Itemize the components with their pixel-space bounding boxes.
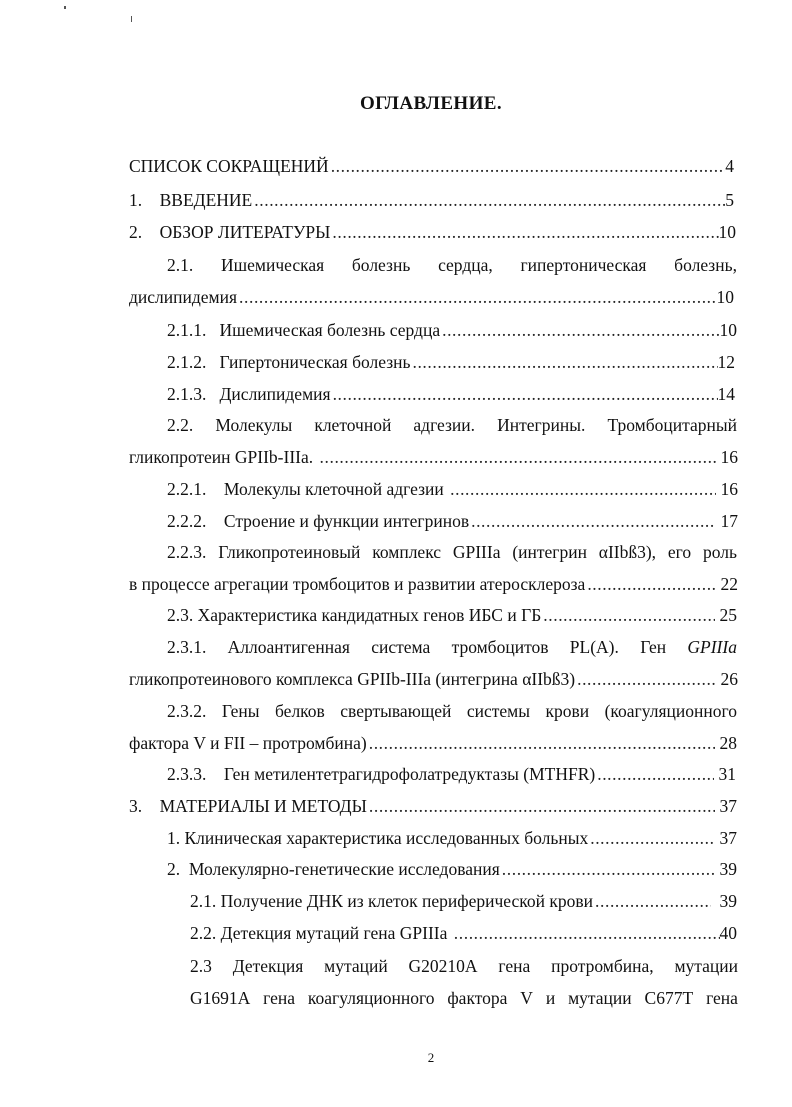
toc-word: комплекс [372, 542, 442, 562]
toc-entry[interactable] [129, 221, 736, 243]
toc-word: Аллоантигенная [227, 637, 350, 657]
toc-page-number: 37 [715, 796, 737, 816]
toc-word: Гены [221, 701, 260, 721]
scan-speck [131, 16, 132, 22]
toc-entry-text: 2.2. Детекция мутаций гена GPIIIa [190, 923, 452, 943]
toc-word: Тромбоцитарный [607, 415, 737, 435]
leader-dots [367, 795, 715, 817]
toc-word: Ишемическая [221, 255, 325, 275]
toc-word: гена [706, 988, 738, 1008]
toc-word: 2.2.3. [167, 542, 207, 562]
toc-page-number: 40 [719, 923, 737, 943]
toc-entry[interactable] [167, 319, 737, 341]
toc-entry-text: 1. ВВЕДЕНИЕ [129, 190, 253, 210]
toc-entry-text: 2. Молекулярно-генетические исследования [167, 859, 500, 879]
leader-dots [367, 732, 715, 754]
toc-word: 2.3.2. [167, 701, 207, 721]
toc-page-number: 37 [715, 828, 737, 848]
toc-word: протромбина, [551, 956, 654, 976]
toc-word: GPIIIa [452, 542, 501, 562]
toc-word: 2.3.1. [167, 637, 207, 657]
toc-word: мутации [674, 956, 738, 976]
toc-page-number: 39 [710, 891, 737, 911]
toc-entry-text: 2. ОБЗОР ЛИТЕРАТУРЫ [129, 222, 331, 242]
toc-entry-text: гликопротеин GPIIb-IIIa. [129, 447, 318, 467]
toc-entry-line2[interactable] [129, 573, 738, 595]
toc-entry[interactable] [129, 189, 734, 211]
toc-word: болезнь, [674, 255, 737, 275]
toc-entry[interactable] [167, 827, 737, 849]
leader-dots [452, 922, 720, 944]
toc-entry-line1[interactable] [167, 541, 737, 563]
toc-page-number: 16 [716, 479, 738, 499]
toc-entry-line2[interactable] [129, 668, 738, 690]
toc-entry-line1[interactable] [167, 636, 737, 658]
toc-word: коагуляционного [307, 988, 435, 1008]
toc-word: фактора [447, 988, 508, 1008]
toc-entry[interactable] [129, 795, 737, 817]
leader-dots [585, 573, 716, 595]
leader-dots [330, 221, 718, 243]
toc-word: Детекция [232, 956, 304, 976]
toc-entry-line2[interactable] [190, 987, 738, 1009]
toc-entry[interactable] [129, 155, 734, 177]
leader-dots [595, 763, 714, 785]
toc-word: сердца, [438, 255, 493, 275]
toc-entry-text: в процессе агрегации тромбоцитов и развитии атеросклероза [129, 574, 586, 594]
toc-page-number: 4 [725, 156, 734, 176]
toc-word: PL(A). [569, 637, 619, 657]
toc-word: гена [498, 956, 531, 976]
toc-word: (интегрин [512, 542, 587, 562]
toc-entry[interactable] [167, 478, 738, 500]
toc-entry-line2[interactable] [129, 446, 738, 468]
leader-dots [541, 604, 715, 626]
toc-entry-text: 2.1.2. Гипертоническая болезнь [167, 352, 411, 372]
toc-word: C677T [644, 988, 694, 1008]
toc-entry[interactable] [167, 383, 735, 405]
page-title: ОГЛАВЛЕНИЕ. [359, 93, 503, 114]
toc-entry[interactable] [167, 510, 738, 532]
toc-word: крови [545, 701, 590, 721]
toc-entry-text: СПИСОК СОКРАЩЕНИЙ [129, 156, 329, 176]
toc-page-number: 10 [719, 320, 737, 340]
toc-word: Интегрины. [497, 415, 586, 435]
toc-entry-line2[interactable] [129, 286, 734, 308]
toc-page-number: 31 [714, 764, 736, 784]
toc-entry[interactable] [167, 351, 735, 373]
toc-word: 2.1. [167, 255, 194, 275]
toc-entry-text: 2.3. Характеристика кандидатных генов ИБС и ГБ [167, 605, 542, 625]
leader-dots [252, 189, 725, 211]
toc-entry-text: гликопротеинового комплекса GPIIb-IIIa (интегрина αIIbß3) [129, 669, 576, 689]
toc-word: системы [466, 701, 531, 721]
scan-speck [64, 6, 66, 9]
toc-entry-text: 2.2.1. Молекулы клеточной адгезии [167, 479, 449, 499]
toc-word: (коагуляционного [604, 701, 737, 721]
toc-word: и [545, 988, 556, 1008]
leader-dots [440, 319, 719, 341]
toc-page-number: 26 [716, 669, 738, 689]
toc-page-number: 28 [715, 733, 737, 753]
toc-word: гена [263, 988, 296, 1008]
toc-word: Молекулы [215, 415, 293, 435]
toc-word: G20210A [408, 956, 478, 976]
toc-word: Ген [640, 637, 667, 657]
toc-entry-text: 1. Клиническая характеристика исследованных больных [167, 828, 589, 848]
toc-word: белков [275, 701, 325, 721]
toc-entry[interactable] [190, 890, 737, 912]
toc-entry[interactable] [190, 922, 737, 944]
toc-page-number: 25 [715, 605, 737, 625]
toc-word: G1691A [190, 988, 251, 1008]
toc-entry-text: 2.1.1. Ишемическая болезнь сердца [167, 320, 441, 340]
toc-entry[interactable] [167, 763, 736, 785]
toc-word: αIIbß3), [598, 542, 657, 562]
leader-dots [588, 827, 715, 849]
toc-word: его [667, 542, 692, 562]
leader-dots [448, 478, 716, 500]
toc-entry-text: дислипидемия [129, 287, 238, 307]
toc-word: 2.2. [167, 415, 194, 435]
toc-word: адгезии. [413, 415, 476, 435]
toc-entry-line2[interactable] [129, 732, 737, 754]
leader-dots [331, 383, 718, 405]
toc-page-number: 10 [718, 222, 736, 242]
toc-word: свертывающей [340, 701, 452, 721]
toc-word: GPIIIa [687, 637, 737, 657]
toc-entry-text: 2.3.3. Ген метилентетрагидрофолатредуктазы (MTHFR) [167, 764, 596, 784]
toc-entry[interactable] [167, 604, 737, 626]
toc-page-number: 14 [717, 384, 735, 404]
toc-entry-text: 3. МАТЕРИАЛЫ И МЕТОДЫ [129, 796, 367, 816]
toc-page-number: 17 [716, 511, 738, 531]
toc-word: 2.3 [190, 956, 212, 976]
toc-word: роль [702, 542, 737, 562]
toc-entry-line1[interactable] [167, 254, 737, 276]
toc-entry-text: 2.1.3. Дислипидемия [167, 384, 331, 404]
toc-word: система [371, 637, 431, 657]
toc-page-number: 16 [716, 447, 738, 467]
toc-entry-text: фактора V и FII – протромбина) [129, 733, 367, 753]
toc-word: Гликопротеиновый [218, 542, 361, 562]
page-number: 2 [427, 1050, 435, 1065]
toc-word: мутации [568, 988, 632, 1008]
leader-dots [593, 890, 711, 912]
leader-dots [500, 858, 715, 880]
toc-page-number: 22 [716, 574, 738, 594]
toc-word: болезнь [351, 255, 411, 275]
leader-dots [469, 510, 716, 532]
toc-entry-text: 2.2.2. Строение и функции интегринов [167, 511, 470, 531]
toc-page-number: 10 [716, 287, 734, 307]
toc-page-number: 5 [725, 190, 734, 210]
toc-word: мутаций [324, 956, 388, 976]
toc-entry-line1[interactable] [190, 955, 738, 977]
leader-dots [575, 668, 716, 690]
toc-word: клеточной [314, 415, 392, 435]
toc-page-number: 12 [717, 352, 735, 372]
leader-dots [318, 446, 717, 468]
toc-entry-line1[interactable] [167, 700, 737, 722]
leader-dots [329, 155, 726, 177]
toc-entry-line1[interactable] [167, 414, 737, 436]
toc-page-number: 39 [715, 859, 737, 879]
toc-entry-text: 2.1. Получение ДНК из клеток периферической крови [190, 891, 594, 911]
toc-entry[interactable] [167, 858, 737, 880]
leader-dots [237, 286, 716, 308]
leader-dots [410, 351, 717, 373]
toc-word: гипертоническая [520, 255, 647, 275]
toc-word: тромбоцитов [451, 637, 549, 657]
toc-word: V [520, 988, 533, 1008]
